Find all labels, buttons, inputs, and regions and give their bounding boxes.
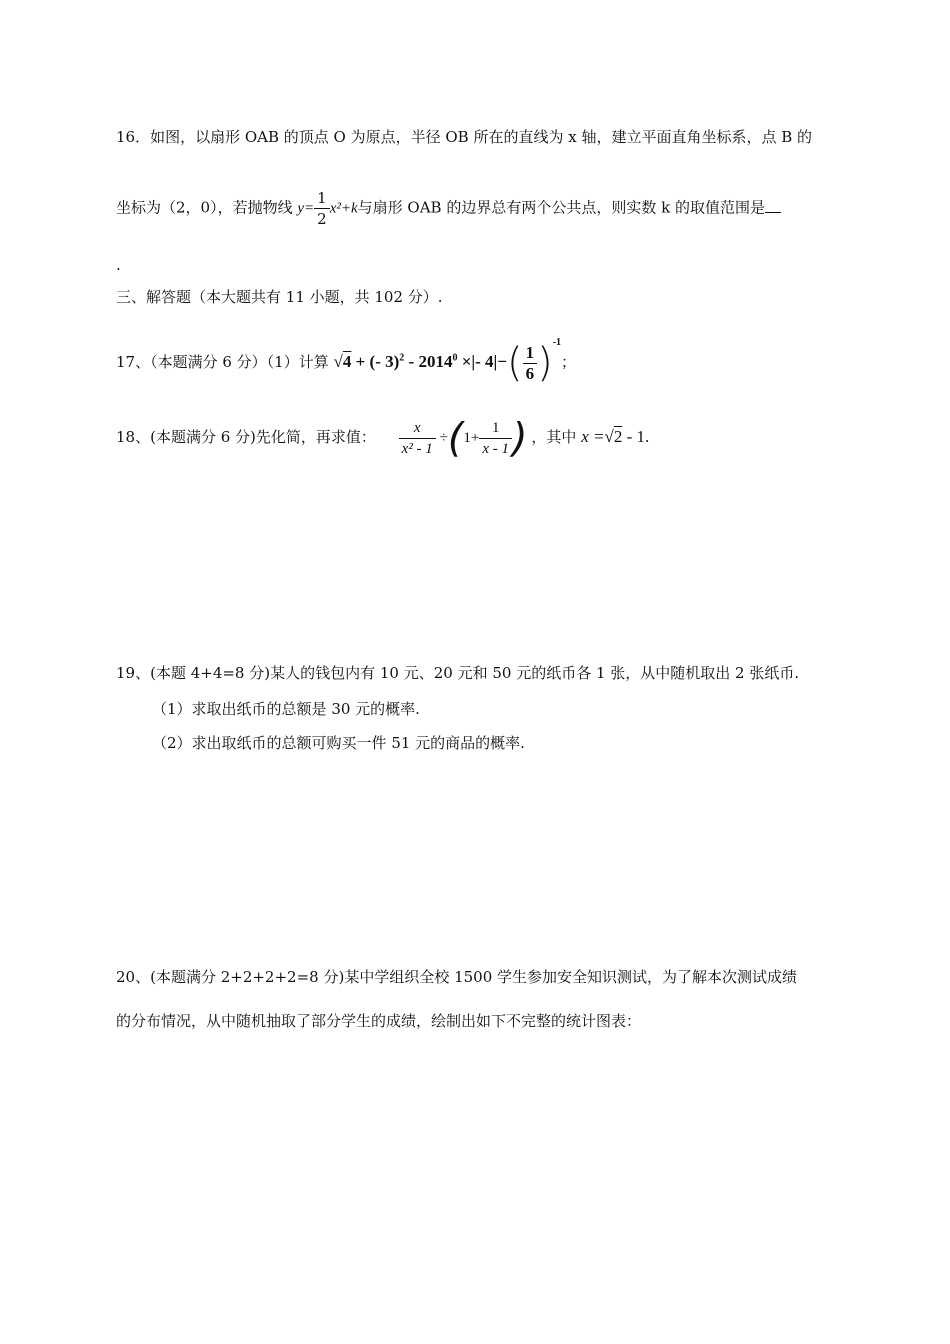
q18-sqrt-arg: 2 [613,426,623,446]
q17-exp2: 2 [399,352,405,364]
q18-where: ，其中 [531,427,577,446]
q16-line2-suffix: 与扇形 OAB 的边界总有两个公共点，则实数 k 的取值范围是 [357,198,765,217]
q20-line1: 20、(本题满分 2+2+2+2=8 分)某中学组织全校 1500 学生参加安全知识测试，为了解本次测试成绩 [116,968,798,986]
q19-line1: 19、(本题 4+4=8 分)某人的钱包内有 10 元、20 元和 50 元的纸币各 1 张，从中随机取出 2 张纸币. [116,664,800,682]
q17-sqrt-arg: 4 [342,352,352,371]
q16-eq-y: y= [297,200,315,217]
q16-line2 [116,188,781,229]
q17-times-abs: ×|- 4|− [461,352,507,371]
q18-line [116,415,650,462]
q18-condition: x =√2 - 1. [581,426,650,446]
q17-term2: (- 3) [369,352,400,371]
q17-frac-den: 6 [525,363,535,383]
q18-fraction2 [479,418,512,459]
q18-fraction1 [399,418,436,459]
q17-frac-num: 1 [523,343,538,364]
q18-div: ÷ [439,429,448,446]
q18-expression [399,415,532,462]
q17-prefix: 17、（本题满分 6 分）（1）计算 [116,353,329,371]
q16-fraction [314,188,330,229]
q16-answer-blank[interactable] [765,212,781,213]
q18-f2-den: x - 1 [482,441,510,457]
q16-eq-tail: x²+k [329,200,358,217]
q20-line2: 的分布情况，从中随机抽取了部分学生的成绩，绘制出如下不完整的统计图表： [116,1012,642,1030]
q17-right-paren: ) [537,340,553,387]
q17-expneg: -1 [552,337,562,348]
q17-semicolon: ； [561,353,577,371]
q19-sub1: （1）求取出纸币的总额是 30 元的概率. [152,700,420,718]
q18-f1-num: x [399,418,436,439]
q18-period: . [644,426,650,446]
q16-frac-num: 1 [314,188,330,209]
q18-right-paren: ) [512,415,528,462]
q17-minus: - [404,352,419,371]
q18-x-eq: x = [581,426,605,446]
q17-fraction [523,343,538,384]
q19-sub2: （2）求出取纸币的总额可购买一件 51 元的商品的概率. [152,734,525,752]
q18-one-plus: 1+ [463,429,480,446]
q18-left-paren: ( [447,415,464,462]
section3-heading: 三、解答题（本大题共有 11 小题，共 102 分）. [116,288,443,306]
q17-expression: √4 + (- 3)$^2$ - 2014$^0$ ×|- 4|−( $\frac{1}{6}$ )$^{-1}$ [333,337,562,387]
q17-exp0: 0 [452,352,458,364]
q18-f2-num: 1 [479,418,512,439]
q17-line [116,332,577,387]
q18-prefix: 18、(本题满分 6 分)先化简，再求值： [116,427,376,446]
q18-f1-den: x² - 1 [401,441,433,457]
q17-year: 2014 [418,352,453,371]
q17-plus: + [355,352,366,371]
q16-dot: . [116,256,121,274]
q16-frac-den: 2 [317,210,327,228]
q18-minus-one: - 1 [622,426,645,446]
q17-left-paren: ( [506,340,523,387]
q16-line1: 16．如图，以扇形 OAB 的顶点 O 为原点，半径 OB 所在的直线为 x 轴，建立平面直角坐标系，点 B 的 [116,128,813,146]
q16-line2-prefix: 坐标为（2，0），若抛物线 [116,198,293,217]
